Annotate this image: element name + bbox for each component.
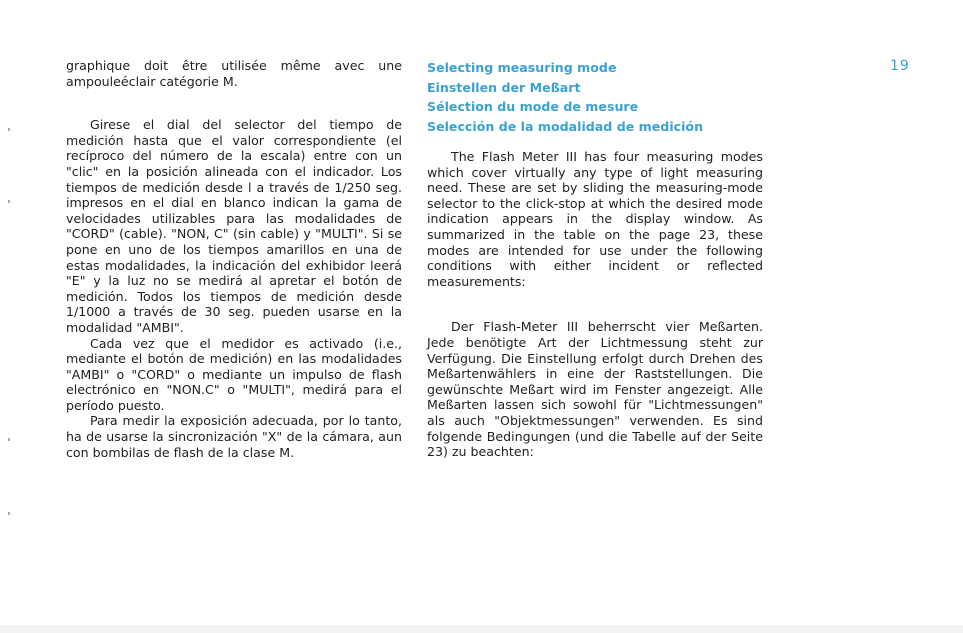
paragraph-spanish-dial: Girese el dial del selector del tiempo de medición hasta que el valor correspondiente (el recíproco del número de la escala) entre con un "clic" en la posición alineada con el indicador. Los tiempos de medición desde l a través de 1/250 seg. impresos en el dial en blanco indican la gama de velocidades utilizables para las modalidades de "CORD" (cable). "NON, C" (sin cable) y "MULTI". Si se pone en uno de los tiempos amarillos en una de estas modalidades, la indicación del exhibidor leerá "E" y la luz no se medirá al apretar el botón de medición. Todos los tiempos de medición desde 1/1000 a través de 30 seg. pueden usarse en la modalidad "AMBI". bbox=[66, 117, 402, 335]
heading-german: Einstellen der Meßart bbox=[427, 79, 581, 95]
paragraph-spanish-sync: Para medir la exposición adecuada, por lo tanto, ha de usarse la sincronización "X" de la cámara, aun con bombilas de flash de la clase M. bbox=[66, 413, 402, 460]
paragraph-spanish-activation: Cada vez que el medidor es activado (i.e., mediante el botón de medición) en las modalidades "AMBI" o "CORD" o mediante un impulso de flash electrónico en "NON.C" o "MULTI", medirá para el período puesto. bbox=[66, 335, 402, 413]
paragraph-english: The Flash Meter III has four measuring modes which cover virtually any type of light measuring need. These are set by sliding the measuring-mode selector to the click-stop at which the desired mode indication appears in the display window. As summarized in the table on the page 23, these modes are intended for use under the following conditions with either incident or reflected measurements: bbox=[427, 149, 763, 289]
paragraph-german: Der Flash-Meter III beherrscht vier Meßarten. Jede benötigte Art der Lichtmessung steht zur Verfügung. Die Einstellung erfolgt durch Drehen des Meßartenwählers in eine der Raststellungen. Die gewünschte Meßart wird im Fenster angezeigt. Alle Meßarten lassen sich sowohl für "Lichtmessungen" als auch "Objektmessungen" verwenden. Es sind folgende Bedingungen (und die Tabelle auf der Seite 23) zu beachten: bbox=[427, 319, 763, 460]
heading-english: Selecting measuring mode bbox=[427, 60, 617, 75]
section-headings bbox=[427, 58, 763, 136]
margin-mark bbox=[8, 512, 10, 515]
margin-mark bbox=[8, 200, 10, 203]
page-bottom-edge bbox=[0, 626, 963, 633]
page-number: 19 bbox=[890, 58, 910, 74]
margin-mark bbox=[8, 438, 10, 441]
left-column-spanish bbox=[66, 58, 402, 460]
right-column bbox=[427, 58, 763, 460]
heading-spanish: Selección de la modalidad de medición bbox=[427, 118, 704, 134]
paragraph-french-continuation: graphique doit être utilisée même avec une ampouleéclair catégorie M. bbox=[66, 58, 402, 89]
heading-french: Sélection du mode de mesure bbox=[427, 99, 639, 114]
margin-mark bbox=[8, 128, 10, 131]
